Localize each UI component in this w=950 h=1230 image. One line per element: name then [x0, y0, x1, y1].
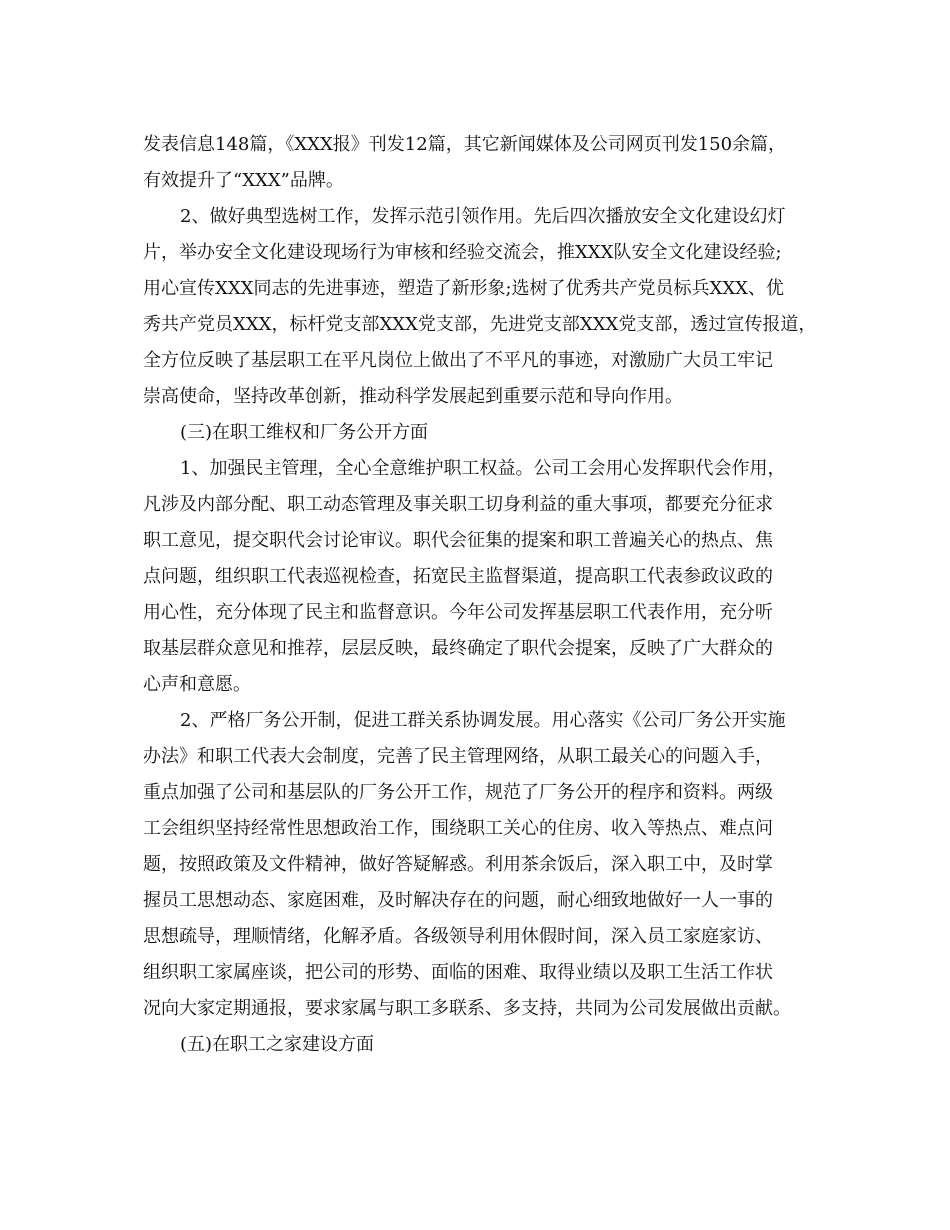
- body-text-line: 秀共产党员XXX，标杆党支部XXX党支部，先进党支部XXX党支部，透过宣传报道，: [143, 314, 817, 335]
- section-heading: (三)在职工维权和厂务公开方面: [180, 422, 429, 443]
- body-text-line: 片，举办安全文化建设现场行为审核和经验交流会，推XXX队安全文化建设经验;: [143, 242, 782, 263]
- body-text-line: 发表信息148篇，《XXX报》刊发12篇，其它新闻媒体及公司网页刊发150余篇，: [143, 134, 787, 155]
- body-text-line: 全方位反映了基层职工在平凡岗位上做出了不平凡的事迹，对激励广大员工牢记: [143, 350, 773, 371]
- paragraph-first-line: 2、严格厂务公开制，促进工群关系协调发展。用心落实《公司厂务公开实施: [180, 710, 786, 731]
- body-text-line: 凡涉及内部分配、职工动态管理及事关职工切身利益的重大事项，都要充分征求: [143, 494, 773, 515]
- body-text-line: 崇高使命，坚持改革创新，推动科学发展起到重要示范和导向作用。: [143, 386, 683, 407]
- body-text-line: 有效提升了“XXX”品牌。: [143, 170, 344, 191]
- body-text-line: 重点加强了公司和基层队的厂务公开工作，规范了厂务公开的程序和资料。两级: [143, 782, 773, 803]
- body-text-line: 握员工思想动态、家庭困难，及时解决存在的问题，耐心细致地做好一人一事的: [143, 890, 773, 911]
- paragraph-first-line: 2、做好典型选树工作，发挥示范引领作用。先后四次播放安全文化建设幻灯: [180, 206, 786, 227]
- body-text-line: 题，按照政策及文件精神，做好答疑解惑。利用茶余饭后，深入职工中，及时掌: [143, 854, 773, 875]
- section-heading: (五)在职工之家建设方面: [180, 1034, 375, 1055]
- body-text-line: 况向大家定期通报，要求家属与职工多联系、多支持，共同为公司发展做出贡献。: [143, 998, 791, 1019]
- body-text-line: 用心宣传XXX同志的先进事迹，塑造了新形象;选树了优秀共产党员标兵XXX、优: [143, 278, 784, 299]
- body-text-line: 点问题，组织职工代表巡视检查，拓宽民主监督渠道，提高职工代表参政议政的: [143, 566, 773, 587]
- paragraph-first-line: 1、加强民主管理，全心全意维护职工权益。公司工会用心发挥职代会作用，: [180, 458, 786, 479]
- body-text-line: 工会组织坚持经常性思想政治工作，围绕职工关心的住房、收入等热点、难点问: [143, 818, 773, 839]
- body-text-line: 办法》和职工代表大会制度，完善了民主管理网络，从职工最关心的问题入手，: [143, 746, 773, 767]
- body-text-line: 用心性，充分体现了民主和监督意识。今年公司发挥基层职工代表作用，充分听: [143, 602, 773, 623]
- body-text-line: 组织职工家属座谈，把公司的形势、面临的困难、取得业绩以及职工生活工作状: [143, 962, 773, 983]
- body-text-line: 心声和意愿。: [143, 674, 251, 695]
- body-text-line: 取基层群众意见和推荐，层层反映，最终确定了职代会提案，反映了广大群众的: [143, 638, 773, 659]
- body-text-line: 思想疏导，理顺情绪，化解矛盾。各级领导利用休假时间，深入员工家庭家访、: [143, 926, 773, 947]
- body-text-line: 职工意见，提交职代会讨论审议。职代会征集的提案和职工普遍关心的热点、焦: [143, 530, 773, 551]
